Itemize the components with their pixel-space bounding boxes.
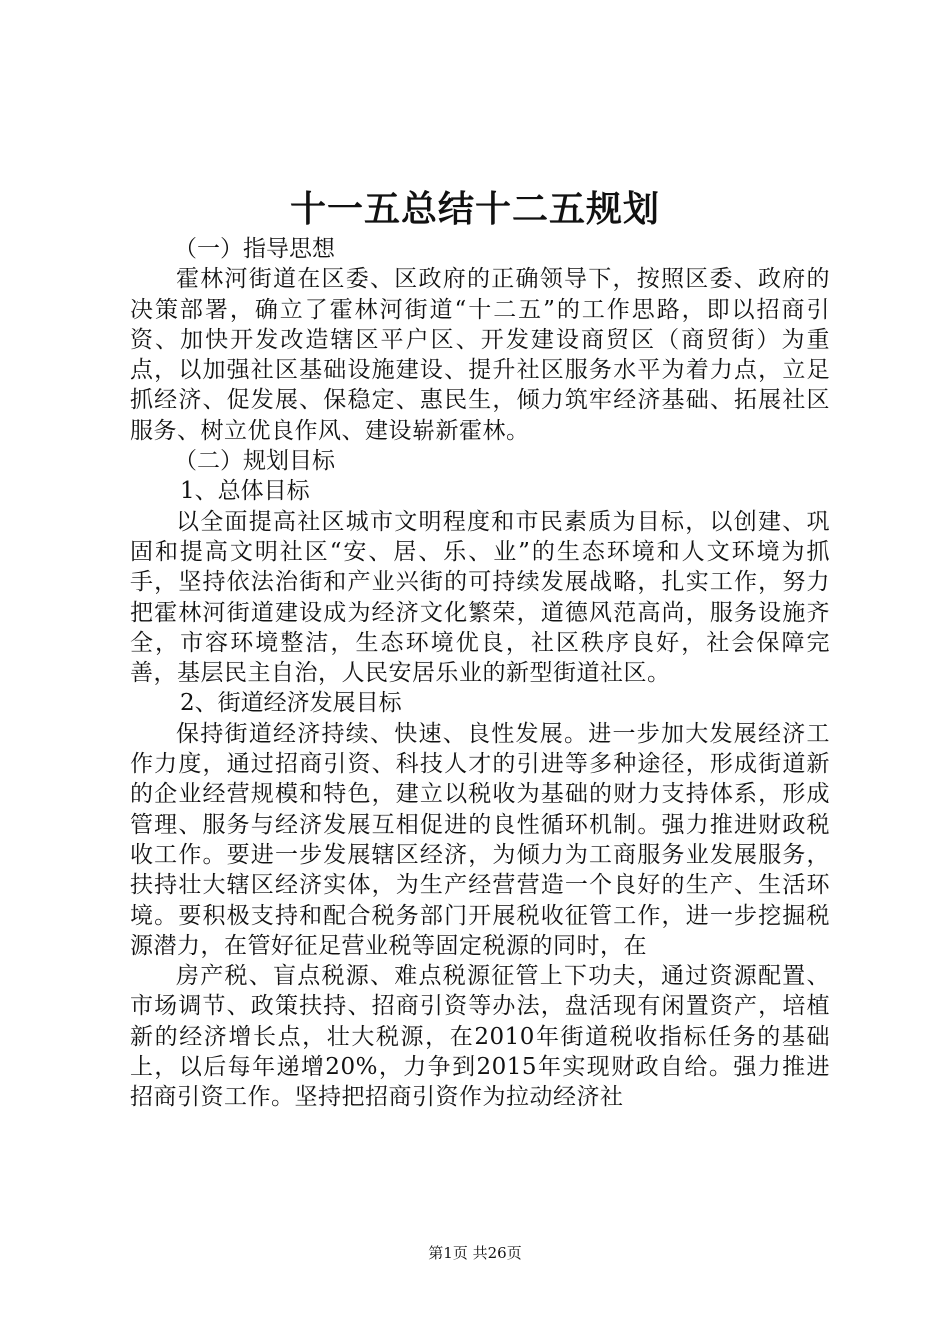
paragraph-overall-goal: 以全面提高社区城市文明程度和市民素质为目标，以创建、巩固和提高文明社区“安、居、乐、业”的生态环境和人文环境为抓手，坚持依法治街和产业兴街的可持续发展战略，扎实工作，努力把霍林河街道建设成为经济文化繁荣，道德风范高尚，服务设施齐全，市容环境整洁，生态环境优良，社区秩序良好，社会保障完善，基层民主自治，人民安居乐业的新型街道社区。	[130, 508, 830, 687]
document-body	[130, 234, 830, 1113]
subheading-economic-goal: 2、街道经济发展目标	[180, 690, 402, 717]
section-heading-guiding-ideology: （一）指导思想	[174, 236, 335, 262]
section-heading-planning-goals: （二）规划目标	[174, 448, 335, 475]
document-title: 十一五总结十二五规划	[289, 188, 660, 230]
paragraph-tax-sources: 房产税、盲点税源、难点税源征管上下功夫，通过资源配置、市场调节、政策扶持、招商引资等办法，盘活现有闲置资产，培植新的经济增长点，壮大税源，在2010年街道税收指标任务的基础上，以后每年递增20%，力争到2015年实现财政自给。强力推进招商引资工作。坚持把招商引资作为拉动经济社	[130, 963, 830, 1111]
subheading-overall-goal: 1、总体目标	[180, 478, 310, 505]
paragraph-economic-goal: 保持街道经济持续、快速、良性发展。进一步加大发展经济工作力度，通过招商引资、科技人才的引进等多种途径，形成街道新的企业经营规模和特色，建立以税收为基础的财力支持体系，形成管理、服务与经济发展互相促进的良性循环机制。强力推进财政税收工作。要进一步发展辖区经济，为倾力为工商服务业发展服务，扶持壮大辖区经济实体，为生产经营营造一个良好的生产、生活环境。要积极支持和配合税务部门开展税收征管工作，进一步挖掘税源潜力，在管好征足营业税等固定税源的同时，在	[130, 720, 830, 959]
paragraph-guiding-ideology: 霍林河街道在区委、区政府的正确领导下，按照区委、政府的决策部署，确立了霍林河街道“十二五”的工作思路，即以招商引资、加快开发改造辖区平户区、开发建设商贸区（商贸街）为重点，以加强社区基础设施建设、提升社区服务水平为着力点，立足抓经济、促发展、保稳定、惠民生，倾力筑牢经济基础、拓展社区服务、树立优良作风、建设崭新霍林。	[130, 266, 830, 444]
page-number-footer: 第1页 共26页	[428, 1244, 522, 1262]
